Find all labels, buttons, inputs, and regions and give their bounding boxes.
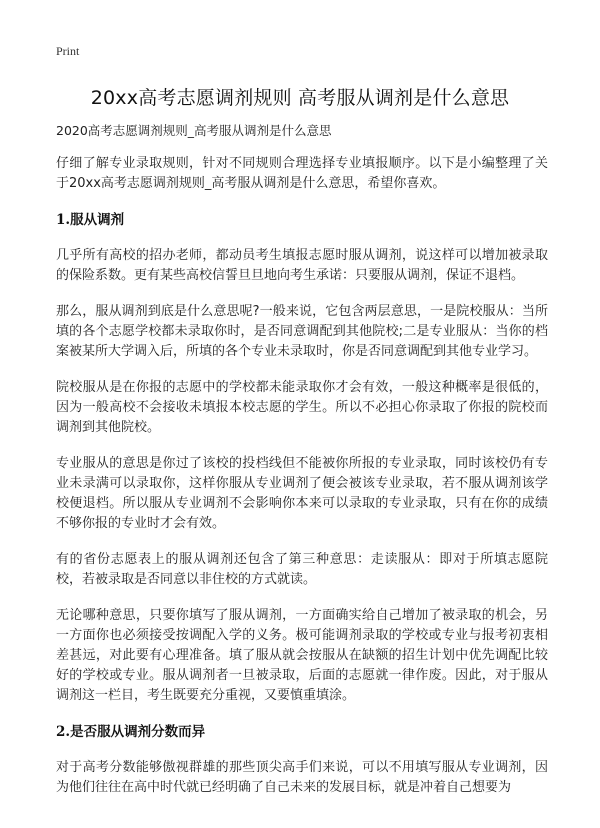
print-link[interactable]: Print <box>56 44 80 58</box>
section-1-paragraph-3: 院校服从是在你报的志愿中的学校都未能录取你才会有效，一般这种概率是很低的，因为一般高校不会接收未填报本校志愿的学生。所以不必担心你录取了你报的院校而调剂到其他院校。 <box>56 380 548 435</box>
section-1-paragraph-4: 专业服从的意思是你过了该校的投档线但不能被你所报的专业录取，同时该校仍有专业未录满可以录取你，这样你服从专业调剂了便会被该专业录取，若不服从调剂该学校便退档。所以服从专业调剂不会影响你本来可以录取的专业录取，只有在你的成绩不够你报的专业时才会有效。 <box>56 456 548 531</box>
section-2-paragraph-1: 对于高考分数能够傲视群雄的那些顶尖高手们来说，可以不用填写服从专业调剂，因为他们往往在高中时代就已经明确了自己未来的发展目标，就是冲着自己想要为 <box>56 760 548 795</box>
section-1-paragraph-1: 几乎所有高校的招办老师，都动员考生填报志愿时服从调剂，说这样可以增加被录取的保险系数。更有某些高校信誓旦旦地向考生承诺：只要服从调剂，保证不退档。 <box>56 248 548 283</box>
document-body <box>56 121 548 814</box>
section-1-paragraph-6: 无论哪种意思，只要你填写了服从调剂，一方面确实给自己增加了被录取的机会，另一方面你也必须接受按调配入学的义务。极可能调剂录取的学校或专业与报考初衷相差甚远，对此要有心理准备。填了服从就会按服从在缺额的招生计划中优先调配比较好的学校或专业。服从调剂者一旦被录取，后面的志愿就一律作废。因此，对于服从调剂这一栏目，考生既要充分重视，又要慎重填涂。 <box>56 608 548 703</box>
intro-paragraph: 仔细了解专业录取规则，针对不同规则合理选择专业填报顺序。以下是小编整理了关于20xx高考志愿调剂规则_高考服从调剂是什么意思，希望你喜欢。 <box>56 156 548 191</box>
section-heading-2: 2.是否服从调剂分数而异 <box>56 724 206 740</box>
document-subtitle: 2020高考志愿调剂规则_高考服从调剂是什么意思 <box>56 123 332 138</box>
section-heading-1: 1.服从调剂 <box>56 212 125 228</box>
document-title: 20xx高考志愿调剂规则 高考服从调剂是什么意思 <box>90 87 510 109</box>
section-1-paragraph-5: 有的省份志愿表上的服从调剂还包含了第三种意思：走读服从：即对于所填志愿院校，若被录取是否同意以非住校的方式就读。 <box>56 552 548 587</box>
section-1-paragraph-2: 那么，服从调剂到底是什么意思呢?一般来说，它包含两层意思，一是院校服从：当所填的各个志愿学校都未录取你时，是否同意调配到其他院校;二是专业服从：当你的档案被某所大学调入后，所填的各个专业未录取时，你是否同意调配到其他专业学习。 <box>56 304 548 359</box>
